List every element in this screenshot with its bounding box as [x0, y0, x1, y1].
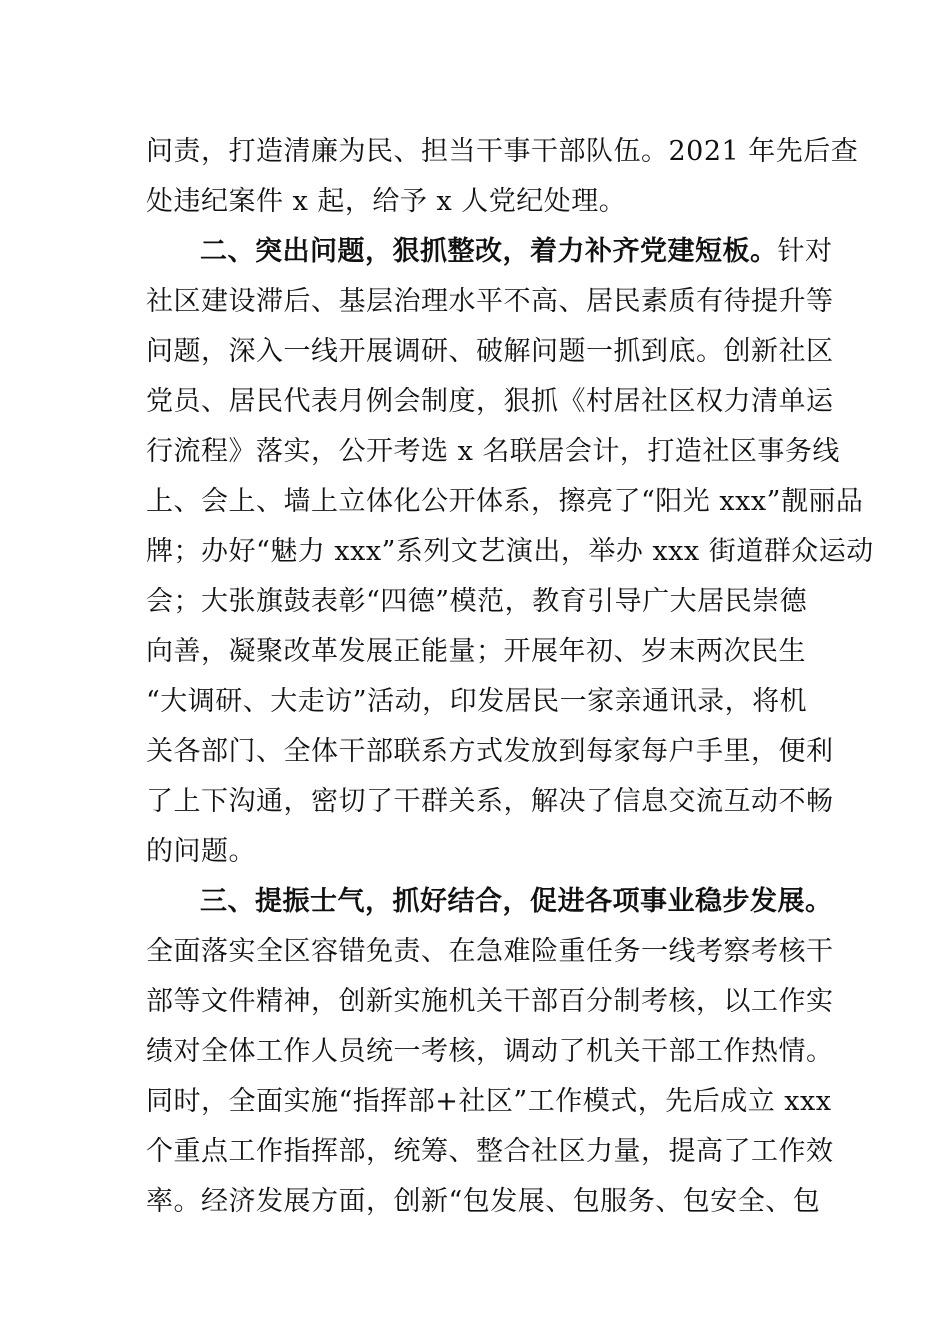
body-text-fragment: 针对 — [777, 236, 833, 267]
body-text-line: 的问题。 — [146, 836, 256, 867]
body-text-line: 全面落实全区容错免责、在急难险重任务一线考察考核干 — [146, 936, 834, 967]
body-text-line: 上、会上、墙上立体化公开体系，擦亮了“阳光 xxx”靓丽品 — [146, 486, 864, 517]
body-text-line: 个重点工作指挥部，统筹、整合社区力量，提高了工作效 — [146, 1136, 834, 1167]
paragraph-2-first-line — [200, 227, 833, 277]
section-heading-3: 三、提振士气，抓好结合，促进各项事业稳步发展。 — [200, 886, 833, 917]
body-text-line: 社区建设滞后、基层治理水平不高、居民素质有待提升等 — [146, 286, 834, 317]
body-text-line: 部等文件精神，创新实施机关干部百分制考核，以工作实 — [146, 986, 834, 1017]
body-text-line: 行流程》落实，公开考选 x 名联居会计，打造社区事务线 — [146, 436, 840, 467]
body-text-line: 关各部门、全体干部联系方式发放到每家每户手里，便利 — [146, 736, 834, 767]
body-text-line: 率。经济发展方面，创新“包发展、包服务、包安全、包 — [146, 1186, 821, 1217]
body-text-line: 牌；办好“魅力 xxx”系列文艺演出，举办 xxx 街道群众运动 — [146, 536, 874, 567]
body-text-line: 党员、居民代表月例会制度，狠抓《村居社区权力清单运 — [146, 386, 834, 417]
body-text-line: 问责，打造清廉为民、担当干事干部队伍。2021 年先后查 — [146, 136, 859, 167]
section-heading-2: 二、突出问题，狠抓整改，着力补齐党建短板。 — [200, 236, 778, 267]
body-text-line: 绩对全体工作人员统一考核，调动了机关干部工作热情。 — [146, 1036, 834, 1067]
body-text-line: “大调研、大走访”活动，印发居民一家亲通讯录，将机 — [146, 686, 808, 717]
body-text-line: 同时，全面实施“指挥部+社区”工作模式，先后成立 xxx — [146, 1086, 832, 1117]
body-text-line: 问题，深入一线开展调研、破解问题一抓到底。创新社区 — [146, 336, 834, 367]
body-text-line: 处违纪案件 x 起，给予 x 人党纪处理。 — [146, 186, 627, 217]
body-text-line: 了上下沟通，密切了干群关系，解决了信息交流互动不畅 — [146, 786, 834, 817]
body-text-line: 向善，凝聚改革发展正能量；开展年初、岁末两次民生 — [146, 636, 806, 667]
body-text-line: 会；大张旗鼓表彰“四德”模范，教育引导广大居民崇德 — [146, 586, 808, 617]
